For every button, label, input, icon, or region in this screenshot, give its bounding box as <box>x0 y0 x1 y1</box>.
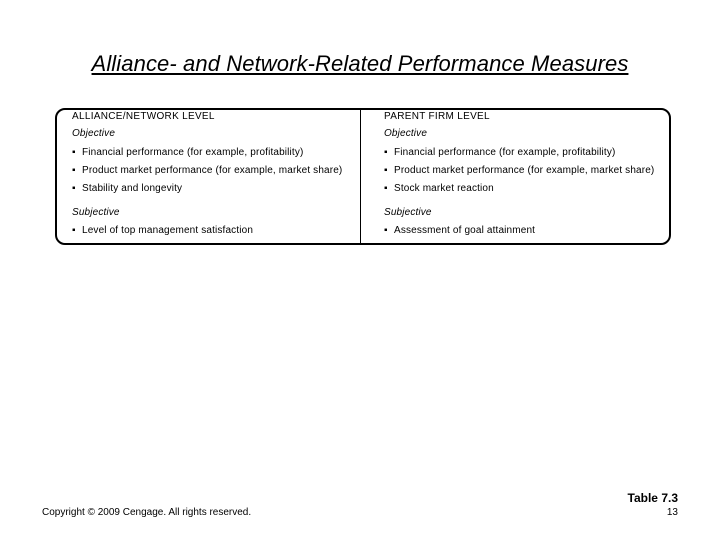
page-number: 13 <box>666 507 678 518</box>
page-title: Alliance- and Network-Related Performance Measures <box>91 51 629 76</box>
list-item: ▪ Financial performance (for example, profitability) <box>384 147 616 158</box>
list-item: ▪ Product market performance (for example, market share) <box>384 165 655 176</box>
bullet-icon: ▪ <box>384 165 388 176</box>
list-item: ▪ Financial performance (for example, profitability) <box>72 147 304 158</box>
list-item: ▪ Assessment of goal attainment <box>384 225 536 236</box>
list-item: ▪ Level of top management satisfaction <box>72 225 254 236</box>
list-item: ▪ Stock market reaction <box>384 183 494 194</box>
copyright-text: Copyright © 2009 Cengage. All rights reserved. <box>42 507 252 518</box>
bullet-icon: ▪ <box>72 225 76 236</box>
subjective-label-left: Subjective <box>72 207 120 218</box>
table-header-left: ALLIANCE/NETWORK LEVEL <box>72 111 215 122</box>
bullet-icon: ▪ <box>72 183 76 194</box>
bullet-icon: ▪ <box>384 225 388 236</box>
subjective-label-right: Subjective <box>384 207 432 218</box>
bullet-icon: ▪ <box>72 165 76 176</box>
objective-label-left: Objective <box>72 128 116 139</box>
column-divider <box>360 108 361 245</box>
bullet-icon: ▪ <box>384 183 388 194</box>
table-header-right: PARENT FIRM LEVEL <box>384 111 490 122</box>
list-item: ▪ Product market performance (for example, market share) <box>72 165 343 176</box>
list-item: ▪ Stability and longevity <box>72 183 183 194</box>
table-reference: Table 7.3 <box>627 491 678 505</box>
bullet-icon: ▪ <box>384 147 388 158</box>
bullet-icon: ▪ <box>72 147 76 158</box>
objective-label-right: Objective <box>384 128 428 139</box>
